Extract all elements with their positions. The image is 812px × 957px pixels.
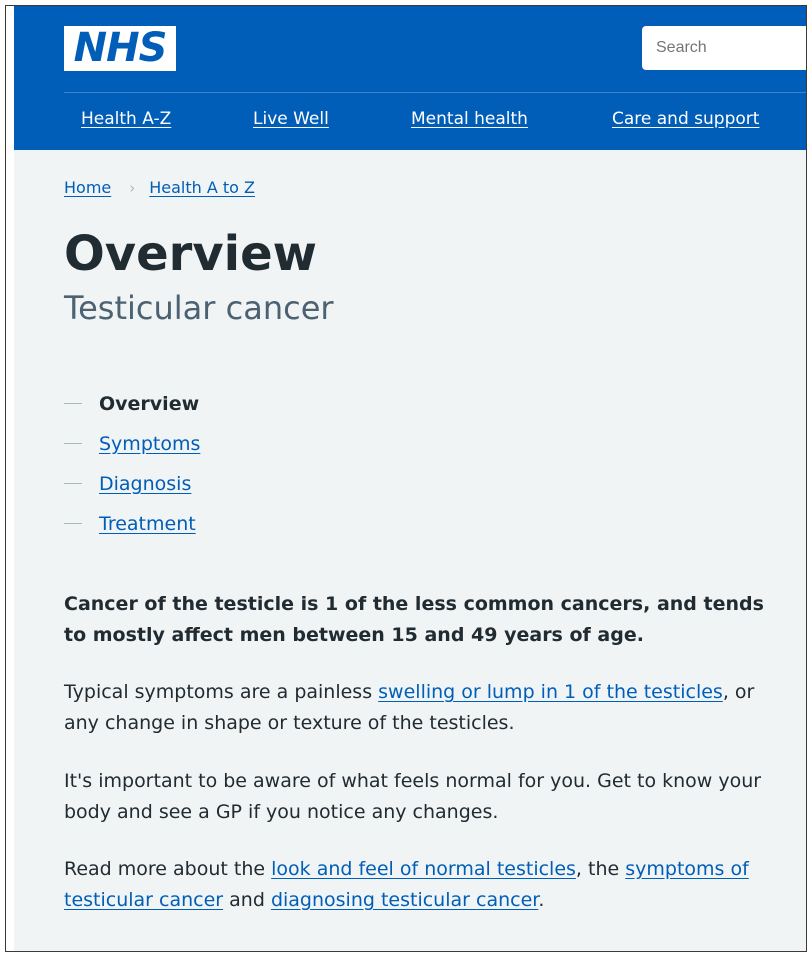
text-segment: , the bbox=[575, 858, 626, 880]
page bbox=[14, 6, 806, 951]
symptoms-paragraph bbox=[64, 677, 764, 739]
search-input[interactable] bbox=[642, 26, 806, 70]
breadcrumb-separator-icon: › bbox=[129, 179, 136, 197]
contents-item-diagnosis bbox=[64, 464, 200, 504]
contents-link-treatment[interactable]: Treatment bbox=[99, 513, 196, 535]
nav-link-care-and-support[interactable]: Care and support bbox=[612, 109, 760, 129]
contents-link-symptoms[interactable]: Symptoms bbox=[99, 433, 201, 455]
site-header bbox=[14, 6, 806, 150]
contents-item-overview bbox=[64, 384, 200, 424]
browser-viewport bbox=[5, 5, 807, 952]
text-segment: and bbox=[223, 889, 271, 911]
dash-icon bbox=[64, 483, 82, 484]
text-segment: Read more about the bbox=[64, 858, 272, 880]
contents-item-treatment bbox=[64, 504, 200, 544]
nav-link-live-well[interactable]: Live Well bbox=[253, 109, 329, 129]
normal-testicles-link[interactable]: look and feel of normal testicles bbox=[271, 858, 576, 880]
breadcrumb-health-a-to-z[interactable]: Health A to Z bbox=[149, 178, 256, 197]
nav-link-health-a-z[interactable]: Health A-Z bbox=[81, 109, 172, 129]
read-more-paragraph bbox=[64, 854, 764, 916]
breadcrumb-home[interactable]: Home bbox=[64, 178, 112, 197]
breadcrumb bbox=[64, 178, 255, 197]
text-segment: Typical symptoms are a painless bbox=[64, 681, 379, 703]
dash-icon bbox=[64, 403, 82, 404]
page-title: Overview bbox=[64, 226, 317, 282]
text-segment: . bbox=[538, 889, 545, 911]
nav-link-mental-health[interactable]: Mental health bbox=[411, 109, 528, 129]
text-segment: , or any change in shape or texture of the testicles. bbox=[64, 681, 755, 734]
contents-item-symptoms bbox=[64, 424, 200, 464]
symptoms-link[interactable]: symptoms of testicular cancer bbox=[64, 858, 749, 911]
page-subtitle: Testicular cancer bbox=[64, 289, 334, 327]
dash-icon bbox=[64, 523, 82, 524]
contents-list bbox=[64, 384, 200, 544]
swelling-lump-link[interactable]: swelling or lump in 1 of the testicles bbox=[378, 681, 723, 703]
nhs-logo-text: NHS bbox=[73, 25, 167, 71]
diagnosing-link[interactable]: diagnosing testicular cancer bbox=[270, 889, 539, 911]
main-nav bbox=[64, 92, 806, 150]
contents-current-label: Overview bbox=[99, 393, 200, 415]
dash-icon bbox=[64, 443, 82, 444]
lead-paragraph: Cancer of the testicle is 1 of the less common cancers, and tends to mostly affect men between 15 and 49 years of age. bbox=[64, 593, 764, 646]
awareness-paragraph: It's important to be aware of what feels normal for you. Get to know your body and see a GP if you notice any changes. bbox=[64, 770, 762, 823]
contents-link-diagnosis[interactable]: Diagnosis bbox=[99, 473, 192, 495]
nhs-logo[interactable] bbox=[64, 26, 176, 71]
